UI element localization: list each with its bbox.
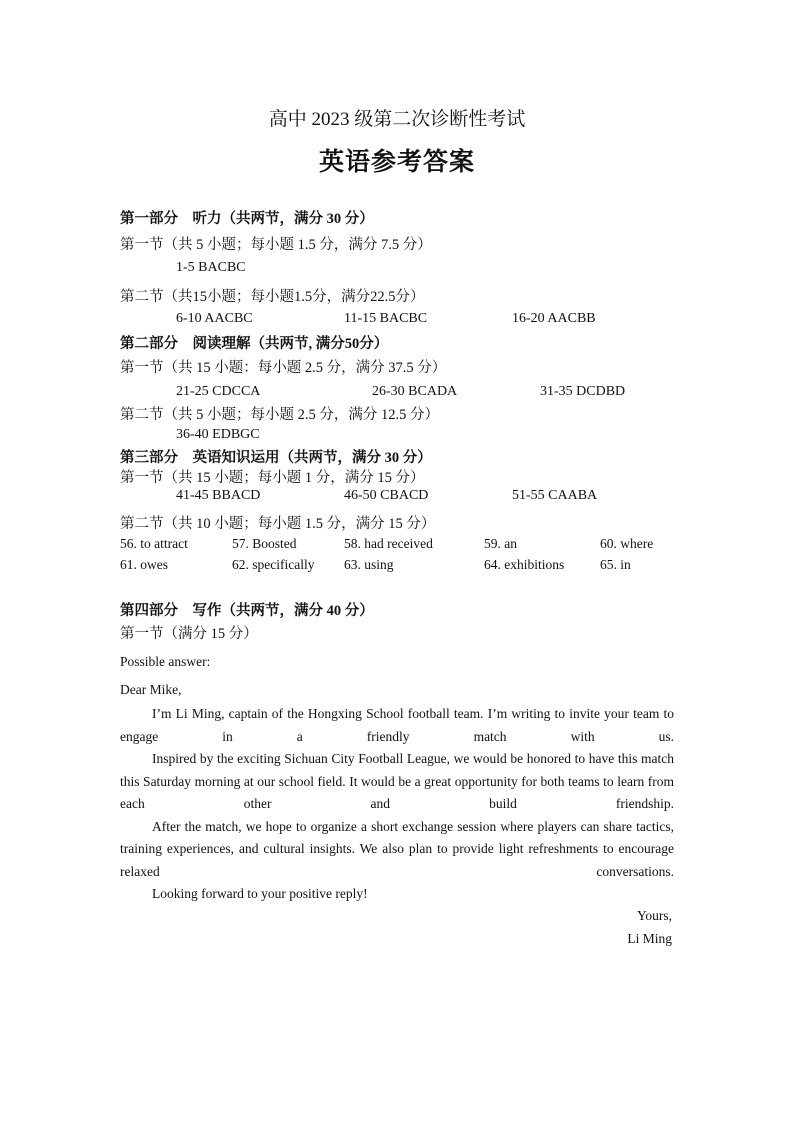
fill-answer: 61. owes <box>120 557 168 572</box>
part1-sec2-heading: 第二节（共15小题；每小题1.5分，满分22.5分） <box>120 289 425 305</box>
answer-group: 16-20 AACBB <box>512 311 596 326</box>
fill-answer: 57. Boosted <box>232 536 297 551</box>
letter-paragraph-2: Inspired by the exciting Sichuan City Football League, we would be honored to have this match this Saturday morning at our school field. It would be a great opportunity for both teams to learn from each other and build friendship. <box>120 751 674 811</box>
answer-group: 41-45 BBACD <box>176 488 261 503</box>
part1-sec1-heading: 第一节（共 5 小题；每小题 1.5 分，满分 7.5 分） <box>120 237 432 253</box>
answer-group: 11-15 BACBC <box>344 311 428 326</box>
letter-signature: Li Ming <box>627 931 672 946</box>
letter-paragraph-3: After the match, we hope to organize a short exchange session where players can share tactics, training experiences, and cultural insights. We also plan to provide light refreshments to encourage relaxed conversations. <box>120 818 674 879</box>
letter-paragraph-1: I’m Li Ming, captain of the Hongxing School football team. I’m writing to invite your team to engage in a friendly match with us. <box>120 706 674 744</box>
answer-group: 36-40 EDBGC <box>176 427 260 442</box>
page-title: 高中 2023 级第二次诊断性考试 <box>268 109 526 130</box>
fill-answer: 64. exhibitions <box>484 557 565 572</box>
part3-sec1-heading: 第一节（共 15 小题；每小题 1 分，满分 15 分） <box>120 470 425 486</box>
letter-body <box>120 703 674 906</box>
possible-answer-label: Possible answer: <box>120 654 211 669</box>
part4-heading: 第四部分 写作（共两节，满分 40 分） <box>120 603 374 619</box>
part4-sec1-heading: 第一节（满分 15 分） <box>120 626 258 642</box>
fill-answer: 56. to attract <box>120 536 188 551</box>
letter-paragraph-4: Looking forward to your positive reply! <box>152 886 368 901</box>
answer-group: 51-55 CAABA <box>512 488 598 503</box>
letter-salutation: Dear Mike, <box>120 682 182 697</box>
part3-sec2-heading: 第二节（共 10 小题；每小题 1.5 分，满分 15 分） <box>120 516 436 532</box>
fill-answer: 63. using <box>344 557 394 572</box>
part2-sec2-heading: 第二节（共 5 小题；每小题 2.5 分，满分 12.5 分） <box>120 407 439 423</box>
fill-answer: 62. specifically <box>232 557 315 572</box>
part3-heading: 第三部分 英语知识运用（共两节，满分 30 分） <box>120 450 432 466</box>
answer-group: 21-25 CDCCA <box>176 384 261 399</box>
part2-sec1-heading: 第一节（共 15 小题：每小题 2.5 分，满分 37.5 分） <box>120 360 447 376</box>
fill-answer: 60. where <box>600 536 654 551</box>
answer-group: 46-50 CBACD <box>344 488 429 503</box>
answer-group: 6-10 AACBC <box>176 311 253 326</box>
page-subtitle: 英语参考答案 <box>318 149 475 176</box>
fill-answer: 65. in <box>600 557 631 572</box>
fill-answer: 58. had received <box>344 536 433 551</box>
answer-group: 26-30 BCADA <box>372 384 458 399</box>
part1-heading: 第一部分 听力（共两节，满分 30 分） <box>120 211 374 227</box>
answer-group: 31-35 DCDBD <box>540 384 626 399</box>
part2-heading: 第二部分 阅读理解（共两节, 满分50分） <box>120 336 389 352</box>
letter-closing: Yours, <box>636 908 672 923</box>
answer-group: 1-5 BACBC <box>176 260 246 275</box>
fill-answer: 59. an <box>484 536 517 551</box>
